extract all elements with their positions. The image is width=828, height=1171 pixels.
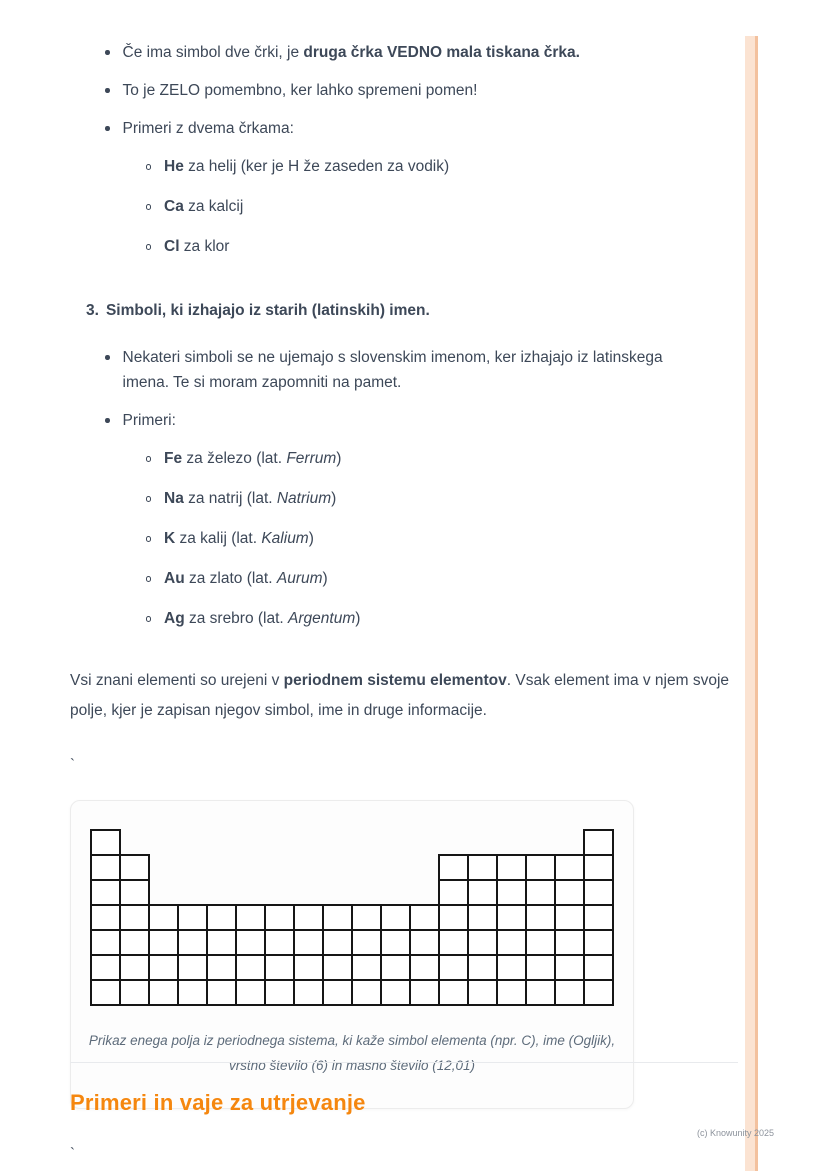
numbered-item-text: [106, 298, 430, 323]
text-segment: periodnem sistemu elementov: [283, 672, 507, 689]
list-item-text: [123, 78, 478, 103]
list-item: [105, 40, 742, 65]
text-segment: za helij (ker je H že zaseden za vodik): [183, 158, 450, 175]
bullet-icon: [105, 50, 110, 55]
text-segment: Aurum: [276, 570, 323, 587]
text-segment: . Vsak element ima v njem svoje polje, kjer je zapisan njegov simbol, ime in druge informacije.: [70, 672, 730, 719]
text-segment: Na: [164, 490, 184, 507]
figure-caption: Prikaz enega polja iz periodnega sistema, ki kaže simbol elementa (npr. C), ime (Ogljik), vrstno število (6) in masno število (12,01): [88, 1033, 616, 1073]
bullet-icon: [105, 126, 110, 131]
list-item: [146, 234, 450, 259]
text-segment: ): [308, 530, 314, 547]
circle-bullet-icon: [146, 536, 152, 542]
list-item: [146, 486, 361, 511]
circle-bullet-icon: [146, 204, 152, 210]
text-segment: za klor: [179, 238, 230, 255]
list-item-text: [123, 412, 176, 429]
text-segment: Primeri:: [122, 412, 176, 429]
circle-bullet-icon: [146, 616, 152, 622]
list-item-text: [164, 154, 449, 179]
text-segment: Natrium: [276, 490, 332, 507]
page-edge-bar: [745, 36, 758, 1171]
text-segment: Argentum: [288, 610, 356, 627]
paragraph-periodic-system: [70, 666, 742, 726]
list-item-body: [123, 116, 450, 274]
text-segment: za železo (lat.: [182, 450, 287, 467]
document-body: [70, 40, 742, 1161]
list-item: [146, 154, 450, 179]
text-segment: Če ima simbol dve črki, je: [122, 44, 304, 61]
stray-backtick: `: [70, 756, 75, 773]
text-segment: Ca: [164, 198, 184, 215]
list-item: [146, 606, 361, 631]
list-item-text: [164, 194, 243, 219]
text-segment: Ag: [164, 610, 185, 627]
list-item-text: [164, 606, 360, 631]
text-segment: za natrij (lat.: [183, 490, 277, 507]
text-segment: ): [336, 450, 342, 467]
text-segment: Au: [164, 570, 185, 587]
text-segment: Vsi znani elementi so urejeni v: [70, 672, 284, 689]
latin-examples-list: [123, 446, 361, 631]
section-heading: Primeri in vaje za utrjevanje: [70, 1090, 366, 1115]
text-segment: za srebro (lat.: [184, 610, 289, 627]
text-segment: He: [164, 158, 184, 175]
latin-names-list: [70, 345, 742, 646]
circle-bullet-icon: [146, 164, 152, 170]
text-segment: Nekateri simboli se ne ujemajo s slovenskim imenom, ker izhajajo iz latinskega imena. Te si moram zapomniti na pamet.: [122, 349, 663, 391]
numbered-item-3: [86, 298, 742, 323]
list-item-body: [123, 408, 361, 646]
periodic-table-sketch: [81, 828, 623, 1007]
text-segment: ): [331, 490, 337, 507]
periodic-table-svg: [89, 828, 615, 1007]
text-segment: za kalcij: [183, 198, 244, 215]
list-item: [105, 408, 742, 646]
text-segment: Cl: [164, 238, 180, 255]
bullet-icon: [105, 355, 110, 360]
list-item: [146, 446, 361, 471]
bullet-icon: [105, 88, 110, 93]
list-item-text: [164, 526, 314, 551]
text-segment: ): [355, 610, 361, 627]
list-item: [146, 194, 450, 219]
circle-bullet-icon: [146, 576, 152, 582]
text-segment: za zlato (lat.: [184, 570, 277, 587]
list-item: [146, 526, 361, 551]
symbol-rules-list: [70, 40, 742, 274]
text-segment: Kalium: [261, 530, 309, 547]
bullet-icon: [105, 418, 110, 423]
text-segment: za kalij (lat.: [175, 530, 262, 547]
text-segment: Fe: [164, 450, 183, 467]
list-item-text: [164, 446, 341, 471]
stray-backtick: `: [70, 1145, 75, 1162]
list-number: 3.: [86, 302, 99, 319]
list-item-text: [164, 234, 229, 259]
list-item: [105, 116, 742, 274]
two-letter-examples-list: [123, 154, 450, 259]
text-segment: K: [164, 530, 176, 547]
text-segment: To je ZELO pomembno, ker lahko spremeni pomen!: [122, 82, 478, 99]
circle-bullet-icon: [146, 456, 152, 462]
list-item-text: [123, 40, 580, 65]
text-segment: ): [322, 570, 328, 587]
text-segment: Ferrum: [286, 450, 337, 467]
list-item-text: [123, 345, 688, 395]
bottom-section: [70, 1062, 738, 1116]
list-item: [105, 345, 742, 395]
list-item-text: [164, 486, 336, 511]
list-item: [105, 78, 742, 103]
list-item-text: [123, 120, 294, 137]
text-segment: druga črka VEDNO mala tiskana črka.: [303, 44, 580, 61]
text-segment: Primeri z dvema črkama:: [122, 120, 294, 137]
list-item-text: [164, 566, 328, 591]
circle-bullet-icon: [146, 244, 152, 250]
text-segment: Simboli, ki izhajajo iz starih (latinskih) imen.: [105, 302, 430, 319]
watermark: (c) Knowunity 2025: [697, 1128, 775, 1138]
list-item: [146, 566, 361, 591]
circle-bullet-icon: [146, 496, 152, 502]
section-divider: [70, 1062, 738, 1063]
